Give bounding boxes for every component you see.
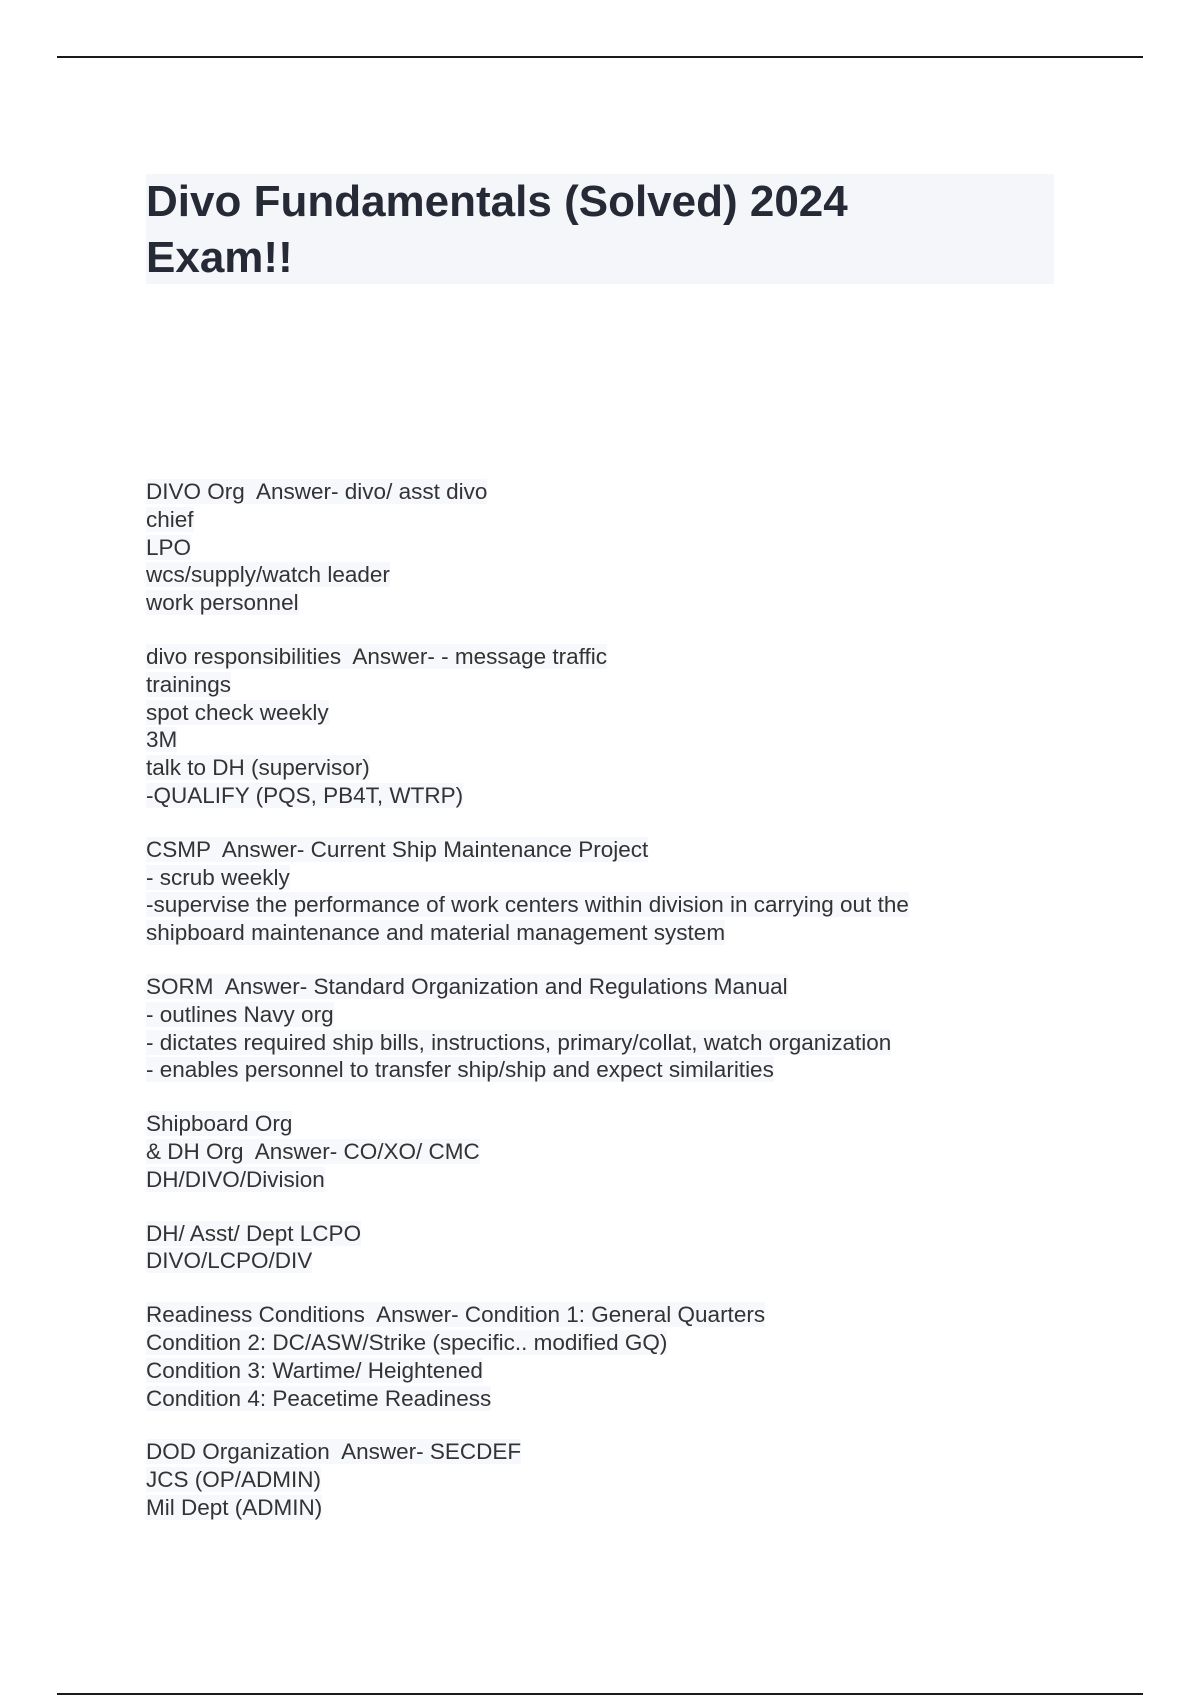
text-line: Condition 4: Peacetime Readiness: [146, 1385, 492, 1411]
text-line: wcs/supply/watch leader: [146, 562, 390, 588]
qa-entry-divo-org: [146, 478, 1046, 617]
text-line: SORM Answer- Standard Organization and Regulations Manual: [146, 973, 788, 999]
qa-entry-divo-responsibilities: [146, 643, 1046, 810]
text-line: -QUALIFY (PQS, PB4T, WTRP): [146, 782, 464, 808]
qa-entry-dod-organization: [146, 1438, 1046, 1521]
top-rule: [57, 56, 1143, 58]
text-line: - dictates required ship bills, instructions, primary/collat, watch organization: [146, 1029, 892, 1055]
bottom-rule: [57, 1693, 1143, 1695]
text-line: Shipboard Org: [146, 1111, 293, 1137]
text-line: - outlines Navy org: [146, 1001, 334, 1027]
text-line: - scrub weekly: [146, 864, 290, 890]
text-line: DH/DIVO/Division: [146, 1166, 325, 1192]
text-line: Condition 3: Wartime/ Heightened: [146, 1357, 483, 1383]
text-line: divo responsibilities Answer- - message traffic: [146, 643, 608, 669]
text-line: & DH Org Answer- CO/XO/ CMC: [146, 1138, 480, 1164]
text-line: - enables personnel to transfer ship/ship and expect similarities: [146, 1057, 774, 1083]
text-line: JCS (OP/ADMIN): [146, 1467, 322, 1493]
text-line: LPO: [146, 534, 192, 560]
title-block: [146, 174, 1054, 284]
document-title: [146, 174, 1054, 286]
text-line: DIVO/LCPO/DIV: [146, 1248, 313, 1274]
qa-entry-shipboard-org: [146, 1110, 1046, 1193]
text-line: Mil Dept (ADMIN): [146, 1494, 323, 1520]
title-line-2: Exam!!: [146, 233, 293, 282]
qa-content: [146, 478, 1046, 1548]
text-line: Condition 2: DC/ASW/Strike (specific.. modified GQ): [146, 1329, 668, 1355]
qa-entry-dept-org: [146, 1220, 1046, 1276]
title-line-1: Divo Fundamentals (Solved) 2024: [146, 177, 848, 226]
text-line: DH/ Asst/ Dept LCPO: [146, 1220, 362, 1246]
text-line: DIVO Org Answer- divo/ asst divo: [146, 479, 488, 504]
text-line: chief: [146, 506, 194, 532]
text-line: Readiness Conditions Answer- Condition 1: General Quarters: [146, 1302, 766, 1328]
qa-entry-csmp: [146, 836, 1046, 947]
text-line: 3M: [146, 727, 178, 753]
text-line: DOD Organization Answer- SECDEF: [146, 1439, 522, 1465]
text-line: trainings: [146, 671, 232, 697]
text-line: work personnel: [146, 590, 299, 616]
qa-entry-readiness-conditions: [146, 1301, 1046, 1412]
text-line: spot check weekly: [146, 699, 329, 725]
qa-entry-sorm: [146, 973, 1046, 1084]
text-line: talk to DH (supervisor): [146, 755, 370, 781]
text-line: -supervise the performance of work centers within division in carrying out the: [146, 892, 909, 918]
text-line: CSMP Answer- Current Ship Maintenance Project: [146, 836, 649, 862]
text-line: shipboard maintenance and material management system: [146, 920, 726, 946]
